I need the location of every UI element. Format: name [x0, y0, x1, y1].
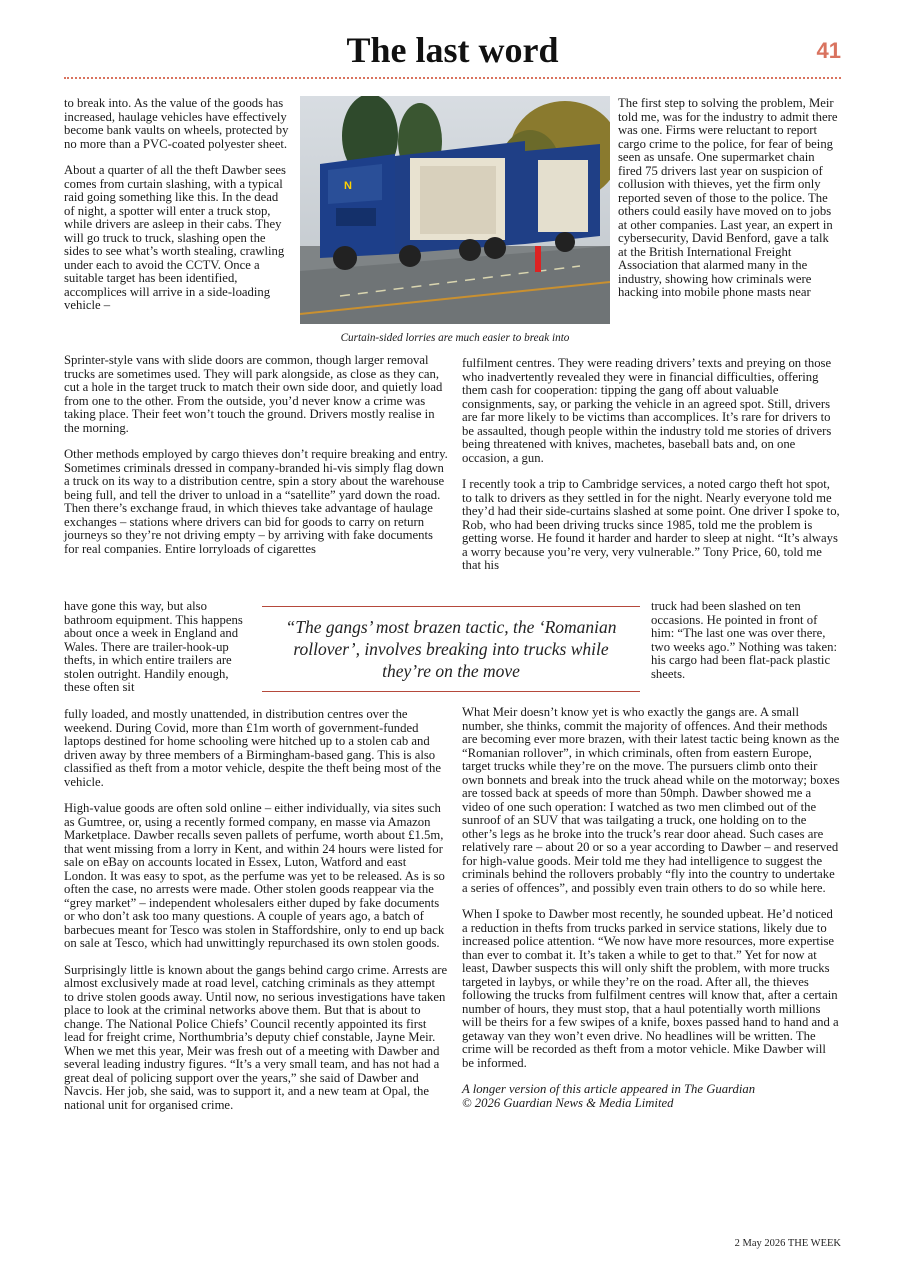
paragraph: What Meir doesn’t know yet is who exactly the gangs are. A small number, she thinks, commit the majority of offences. And their methods are becoming ever more brazen, with their latest tactic being known as the “Romanian rollover”, in which criminals, often from eastern Europe, target trucks while they’re on the move. The pursuers climb onto their own bonnets and break into the truck ahead while on the motorway; boxes are tossed back at speeds of more than 50mph. Dawber showed me a video of one such operation: I watched as two men climbed out of the sunroof of an SUV that was tailgating a truck, one holding on to the other’s legs as he broke into the truck’s rear door ahead. Such cases are relatively rare – about 20 or so a year according to Dawber – and reserved for high-value goods. Meir told me they had intelligence to suggest the criminals behind the rollovers probably “fly into the country to undertake a series of offences”, and possibly even train others to do so while here.: [462, 705, 840, 895]
paragraph: to break into. As the value of the goods has increased, haulage vehicles have effectively become bank vaults on wheels, protected by no more than a PVC-coated polyester sheet.: [64, 96, 289, 151]
column-right-bottom: [462, 706, 840, 1110]
copyright-line: © 2026 Guardian News & Media Limited: [462, 1095, 674, 1110]
paragraph: The first step to solving the problem, Meir told me, was for the industry to admit there was one. Firms were reluctant to report cargo crime to the police, for fear of being seen as unsafe. One supermarket chain fired 75 drivers last year on suspicion of collusion with thieves, yet the firm only reported seven of those to the police. The others could easily have moved on to jobs at other companies. Last year, an expert in cybersecurity, David Benford, gave a talk at the British International Freight Association that alarmed many in the industry, showing how criminals were hacking into mobile phone masts near: [618, 96, 838, 299]
svg-text:N: N: [344, 180, 352, 192]
pull-quote: “The gangs’ most brazen tactic, the ‘Romanian rollover’, involves breaking into trucks while they’re on the move: [262, 606, 640, 692]
paragraph: fully loaded, and mostly unattended, in distribution centres over the weekend. During Covid, more than £1m worth of government-funded laptops destined for home schooling were hitched up to a stolen cab and driven away by three members of a Birmingham-based gang. This is also classified as theft from a motor vehicle, despite the theft being most of the vehicle.: [64, 707, 441, 789]
truck-photo: [300, 96, 610, 324]
paragraph: fulfilment centres. They were reading drivers’ texts and preying on those who inadvertently revealed they were in financial difficulties, offering them cash for cooperation: tipping the gang off about valuable consignments, say, or parking the vehicle in an agreed spot. Still, drivers are far more likely to be victims than accomplices. It’s rare for drivers to be assaulted, though people within the industry told me stories of drivers being threatened with knives, machetes, baseball bats and, on one occasion, a gun.: [462, 356, 832, 465]
paragraph: High-value goods are often sold online – either individually, via sites such as Gumtree, or, using a recently formed company, en masse via Amazon Marketplace. Dawber recalls seven pallets of perfume, worth about £1.5m, that went missing from a lorry in Kent, and within 24 hours were listed for sale on eBay on accounts located in Essex, Luton, Watford and east London. It was easy to spot, as the perfume was yet to be released. As is so often the case, no arrests were made. Other stolen goods reappear via the “grey market” – independent wholesalers either duped by fake documents or who don’t ask too many questions. A couple of years ago, a batch of barbecues meant for Tesco was stolen in Staffordshire, only to end up back on sale at Tesco, which had unwittingly repurchased its own stolen goods.: [64, 801, 445, 950]
paragraph: Other methods employed by cargo thieves don’t require breaking and entry. Sometimes criminals dressed in company-branded hi-vis simply flag down a truck on its way to a distribution centre, spin a story about the warehouse being full, and tell the driver to unload in a “satellite” yard down the road. Then there’s exchange fraud, in which thieves take advantage of haulage exchanges – stations where drivers can bid for goods to carry on return journeys so they’re not driving empty – by arriving with fake documents for real companies. Entire lorryloads of cigarettes: [64, 447, 448, 556]
source-credit: [462, 1083, 840, 1110]
paragraph: Surprisingly little is known about the gangs behind cargo crime. Arrests are almost exclusively made at road level, catching criminals as they attempt to drive stolen goods away. Until now, no serious investigations have taken place to look at the criminal networks above them. But that is about to change. The National Police Chiefs’ Council recently appointed its first lead for freight crime, Northumbria’s deputy chief constable, Jayne Meir. When we met this year, Meir was fresh out of a meeting with Dawber and several leading industry figures. “It’s a very small team, and has not had a great deal of policing support over the years,” she said of Dawber and Navcis. Her job, she said, was to support it, and a new team at Opal, the national unit for organised crime.: [64, 962, 448, 1112]
paragraph: When I spoke to Dawber most recently, he sounded upbeat. He’d noticed a reduction in thefts from trucks parked in service stations, likely due to increased police attention. “We now have more resources, more expertise than ever to combat it. It’s taken a while to get to that.” Yet for now at least, Dawber suspects this will only shift the problem, with more trucks targeted in laybys, or while they’re on the road. After all, the thieves following the trucks from fulfilment centres will know that, after a certain number of hours, they must stop, that a haul potentially worth millions will be theirs for a few swipes of a knife, boxes passed hand to hand and a getaway van they won’t even drive. No headlines will be written. The crime will be recorded as theft from a motor vehicle. Mike Dawber will be informed.: [462, 907, 839, 1070]
paragraph: have gone this way, but also bathroom equipment. This happens about once a week in England and Wales. There are trailer-hook-up thefts, in which entire trailers are stolen outright. Handily enough, these often sit: [64, 599, 243, 694]
paragraph: Sprinter-style vans with slide doors are common, though larger removal trucks are sometimes used. They will park alongside, as close as they can, cut a hole in the target truck to match their own side door, and quietly load from one to the other. From the outside, you’d never know a crime was taking place. Their feet won’t touch the ground. Drivers mostly realise in the morning.: [64, 353, 443, 435]
column-left-top: [64, 97, 290, 313]
column-right-narrow: [651, 600, 840, 681]
paragraph: truck had been slashed on ten occasions. He pointed in front of him: “The last one was over there, two weeks ago.” Nothing was taken: his cargo had been flat-pack plastic sheets.: [651, 599, 838, 681]
paragraph: About a quarter of all the theft Dawber sees comes from curtain slashing, with a typical raid going something like this. In the dead of night, a spotter will enter a truck stop, while drivers are asleep in their cabs. They will go truck to truck, slashing open the sides to see what’s worth stealing, crawling under each to avoid the CCTV. Once a suitable target has been identified, accomplices will arrive in a side-loading vehicle –: [64, 163, 286, 312]
column-left-narrow: [64, 600, 254, 695]
column-right-mid: [462, 357, 840, 573]
page-footer: 2 May 2026 THE WEEK: [734, 1238, 841, 1249]
page-title: The last word: [346, 30, 559, 70]
column-right-top: [618, 97, 840, 300]
source-credit-line: A longer version of this article appeared in The Guardian: [462, 1082, 756, 1096]
column-left-mid: [64, 354, 448, 556]
header-rule: [64, 77, 841, 79]
paragraph: I recently took a trip to Cambridge services, a noted cargo theft hot spot, to talk to drivers as they settled in for the night. Nearly everyone told me they’d had their side-curtains slashed at some point. One driver I spoke to, Rob, who had been driving trucks since 1985, told me the problem is getting worse. He found it harder and harder to sleep at night. “It’s always a worry because you’re very, very vulnerable.” Tony Price, 60, told me that his: [462, 477, 840, 572]
page-number: 41: [816, 38, 841, 63]
column-left-bottom: [64, 708, 448, 1112]
photo-caption: Curtain-sided lorries are much easier to break into: [340, 332, 570, 344]
